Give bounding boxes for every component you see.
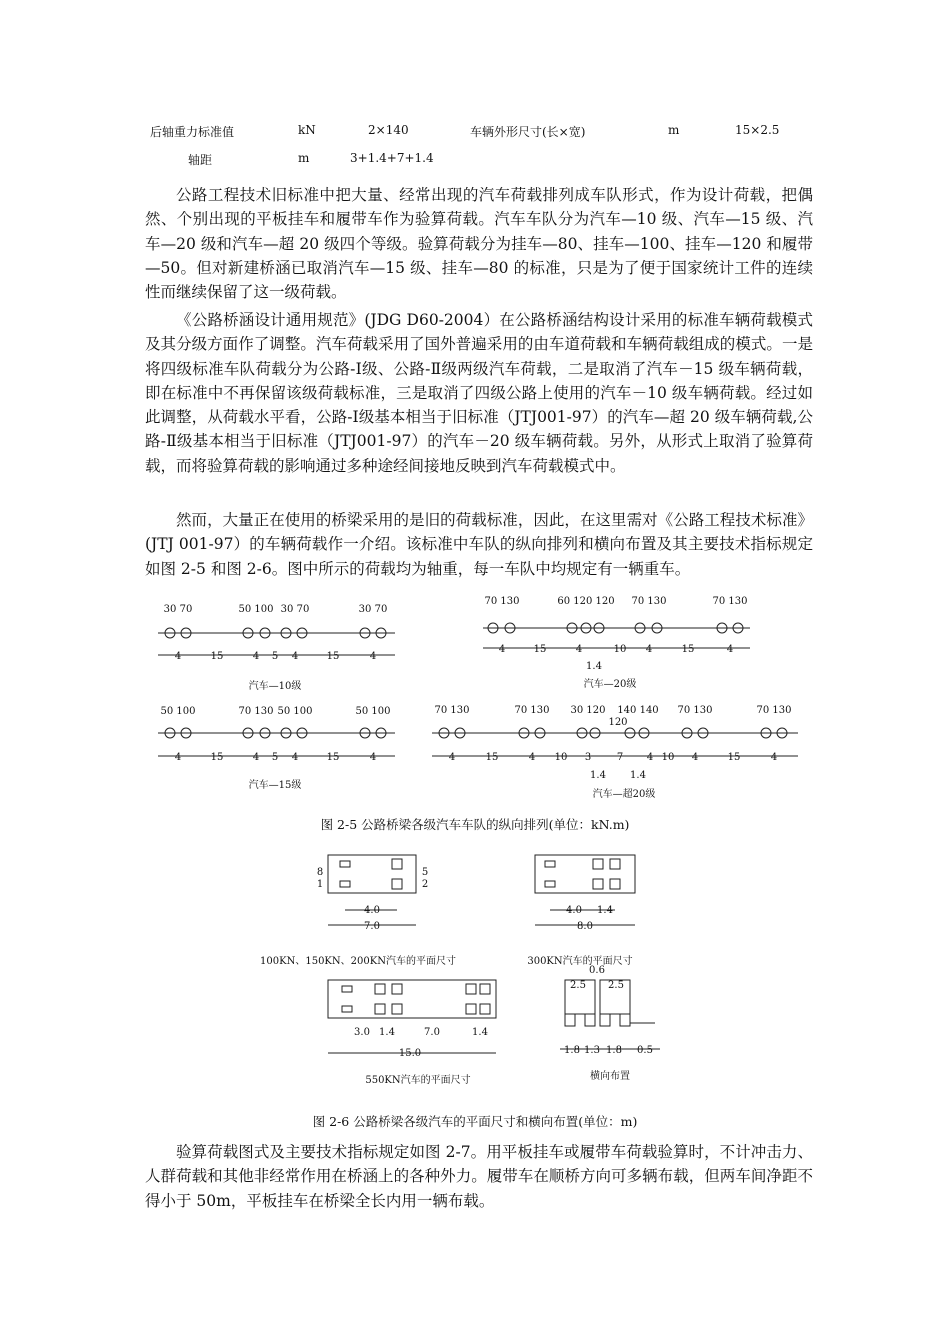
dim-label: 4 — [291, 651, 299, 662]
dim-label: 4 — [645, 644, 653, 655]
dim-label: 5 — [271, 752, 279, 763]
dim-label: 4 — [174, 651, 182, 662]
dim-label: 1.4 — [586, 661, 602, 672]
dim-label: 4 — [575, 644, 583, 655]
dim-label: 15 — [326, 752, 340, 763]
dim-label: 7.0 — [424, 1027, 440, 1038]
spec-row-2 — [0, 151, 950, 169]
spec-unit: kN — [298, 123, 316, 137]
load-label: 140 140 — [617, 705, 659, 716]
spec-value: 2×140 — [368, 123, 409, 137]
dim-label: 4 — [770, 752, 778, 763]
dim-label: 10 — [554, 752, 568, 763]
dim-label: 15 — [485, 752, 499, 763]
dim-label: 1 — [316, 879, 324, 890]
load-label: 70 130 — [712, 596, 748, 607]
load-label: 30 70 — [358, 604, 388, 615]
spec-unit: m — [298, 151, 310, 165]
spec-label: 后轴重力标准值 — [150, 125, 235, 139]
spec-value: 3+1.4+7+1.4 — [350, 151, 434, 165]
dim-label: 3.0 — [354, 1027, 370, 1038]
dim-label: 5 — [271, 651, 279, 662]
load-label: 70 130 — [484, 596, 520, 607]
dim-label: 15 — [210, 651, 224, 662]
dim-label: 1.4 — [379, 1027, 395, 1038]
dim-label: 4 — [291, 752, 299, 763]
dim-label: 4.0 — [364, 905, 380, 916]
dim-label: 2.5 — [608, 980, 624, 991]
figure-label: 550KN汽车的平面尺寸 — [365, 1075, 471, 1086]
dim-label: 15 — [727, 752, 741, 763]
load-label: 30 70 — [280, 604, 310, 615]
dim-label: 2 — [421, 879, 429, 890]
spec-label: 车辆外形尺寸(长×宽) — [470, 125, 586, 139]
dim-label: 1.8 — [564, 1045, 580, 1056]
figure-label: 汽车—超20级 — [592, 789, 656, 800]
spec-unit: m — [668, 123, 680, 137]
load-label: 50 100 — [160, 706, 196, 717]
paragraph: 然而，大量正在使用的桥梁采用的是旧的荷载标准，因此，在这里需对《公路工程技术标准》(JTJ 001-97）的车辆荷载作一介绍。该标准中车队的纵向排列和横向布置及其主要技术指标规定如图 2-5 和图 2-6。图中所示的荷载均为轴重，每一车队中均规定有一辆重车。 — [145, 511, 813, 578]
dim-label: 4 — [174, 752, 182, 763]
dim-label: 1.8 — [606, 1045, 622, 1056]
load-label: 30 120 — [570, 705, 606, 716]
figure-label: 汽车—10级 — [248, 681, 302, 692]
dim-label: 4 — [498, 644, 506, 655]
dim-label: 15 — [681, 644, 695, 655]
load-label: 30 70 — [163, 604, 193, 615]
figure-caption: 图 2-6 公路桥梁各级汽车的平面尺寸和横向布置(单位：m) — [312, 1114, 638, 1129]
spec-value: 15×2.5 — [735, 123, 780, 137]
load-label: 70 130 — [631, 596, 667, 607]
figure-label: 300KN汽车的平面尺寸 — [527, 956, 633, 967]
load-label: 50 100 — [277, 706, 313, 717]
dim-label: 7 — [616, 752, 624, 763]
dim-label: 4 — [691, 752, 699, 763]
truck-plan — [328, 980, 496, 1018]
dim-label: 4 — [252, 651, 260, 662]
dim-label: 4 — [369, 651, 377, 662]
dim-label: 1.4 — [630, 770, 646, 781]
paragraph: 公路工程技术旧标准中把大量、经常出现的汽车荷载排列成车队形式，作为设计荷载，把偶然、个别出现的平板挂车和履带车作为验算荷载。汽车车队分为汽车—10 级、汽车—15 级、汽车—20 级和汽车—超 20 级四个等级。验算荷载分为挂车—80、挂车—100、挂车—120 和履带—50。但对新建桥涵已取消汽车—15 级、挂车—80 的标准，只是为了便于国家统计工件的连续性而继续保留了这一级荷载。 — [145, 186, 813, 302]
figure-label: 汽车—20级 — [583, 679, 637, 690]
dim-label: 1.4 — [597, 905, 613, 916]
spec-row-1 — [0, 123, 950, 141]
dim-label: 10 — [613, 644, 627, 655]
dim-label: 2.5 — [570, 980, 586, 991]
figure-label: 100KN、150KN、200KN汽车的平面尺寸 — [260, 956, 456, 967]
figure-2-5 — [150, 590, 810, 805]
dim-label: 3 — [584, 752, 592, 763]
dim-label: 15.0 — [398, 1048, 422, 1059]
dim-label: 4 — [646, 752, 654, 763]
dim-label: 1.3 — [584, 1045, 600, 1056]
dim-label: 15 — [533, 644, 547, 655]
figure-2-6 — [260, 845, 680, 1095]
paragraph: 验算荷载图式及主要技术指标规定如图 2-7。用平板挂车或履带车荷载验算时，不计冲击力、人群荷载和其他非经常作用在桥涵上的各种外力。履带车在顺桥方向可多辆布载，但两车间净距不得小于 50m，平板挂车在桥梁全长内用一辆布载。 — [145, 1143, 813, 1210]
dim-label: 15 — [326, 651, 340, 662]
dim-label: 10 — [661, 752, 675, 763]
figure-label: 横向布置 — [590, 1071, 630, 1082]
load-label: 120 — [608, 717, 628, 728]
dim-label: 4 — [726, 644, 734, 655]
load-label: 70 130 — [756, 705, 792, 716]
load-label: 50 100 — [355, 706, 391, 717]
paragraph: 《公路桥涵设计通用规范》(JDG D60-2004）在公路桥涵结构设计采用的标准车辆荷载模式及其分级方面作了调整。汽车荷载采用了国外普遍采用的由车道荷载和车辆荷载组成的模式。一是将四级标准车队荷载分为公路-Ⅰ级、公路-Ⅱ级两级汽车荷载，二是取消了汽车－15 级车辆荷载，即在标准中不再保留该级荷载标准，三是取消了四级公路上使用的汽车－10 级车辆荷载。经过如此调整，从荷载水平看，公路-Ⅰ级基本相当于旧标准（JTJ001-97）的汽车—超 20 级车辆荷载,公路-Ⅱ级基本相当于旧标准（JTJ001-97）的汽车－20 级车辆荷载。另外，从形式上取消了验算荷载，而将验算荷载的影响通过多种途经间接地反映到汽车荷载模式中。 — [145, 311, 813, 475]
load-label: 70 130 — [238, 706, 274, 717]
dim-label: 4 — [448, 752, 456, 763]
figure-caption: 图 2-5 公路桥梁各级汽车车队的纵向排列(单位：kN.m) — [320, 817, 630, 832]
dim-label: 0.6 — [589, 965, 605, 976]
load-label: 50 100 — [238, 604, 274, 615]
dim-label: 1.4 — [472, 1027, 488, 1038]
dim-label: 4 — [369, 752, 377, 763]
dim-label: 4 — [252, 752, 260, 763]
load-label: 70 130 — [434, 705, 470, 716]
dim-label: 8.0 — [577, 921, 593, 932]
load-label: 70 130 — [514, 705, 550, 716]
dim-label: 15 — [210, 752, 224, 763]
dim-label: 7.0 — [364, 921, 380, 932]
figure-label: 汽车—15级 — [248, 780, 302, 791]
spec-label: 轴距 — [188, 153, 213, 167]
dim-label: 8 — [316, 867, 324, 878]
dim-label: 4.0 — [566, 905, 582, 916]
dim-label: 5 — [421, 867, 429, 878]
load-label: 70 130 — [677, 705, 713, 716]
dim-label: 0.5 — [637, 1045, 653, 1056]
dim-label: 4 — [528, 752, 536, 763]
dim-label: 1.4 — [590, 770, 606, 781]
load-label: 60 120 120 — [557, 596, 615, 607]
